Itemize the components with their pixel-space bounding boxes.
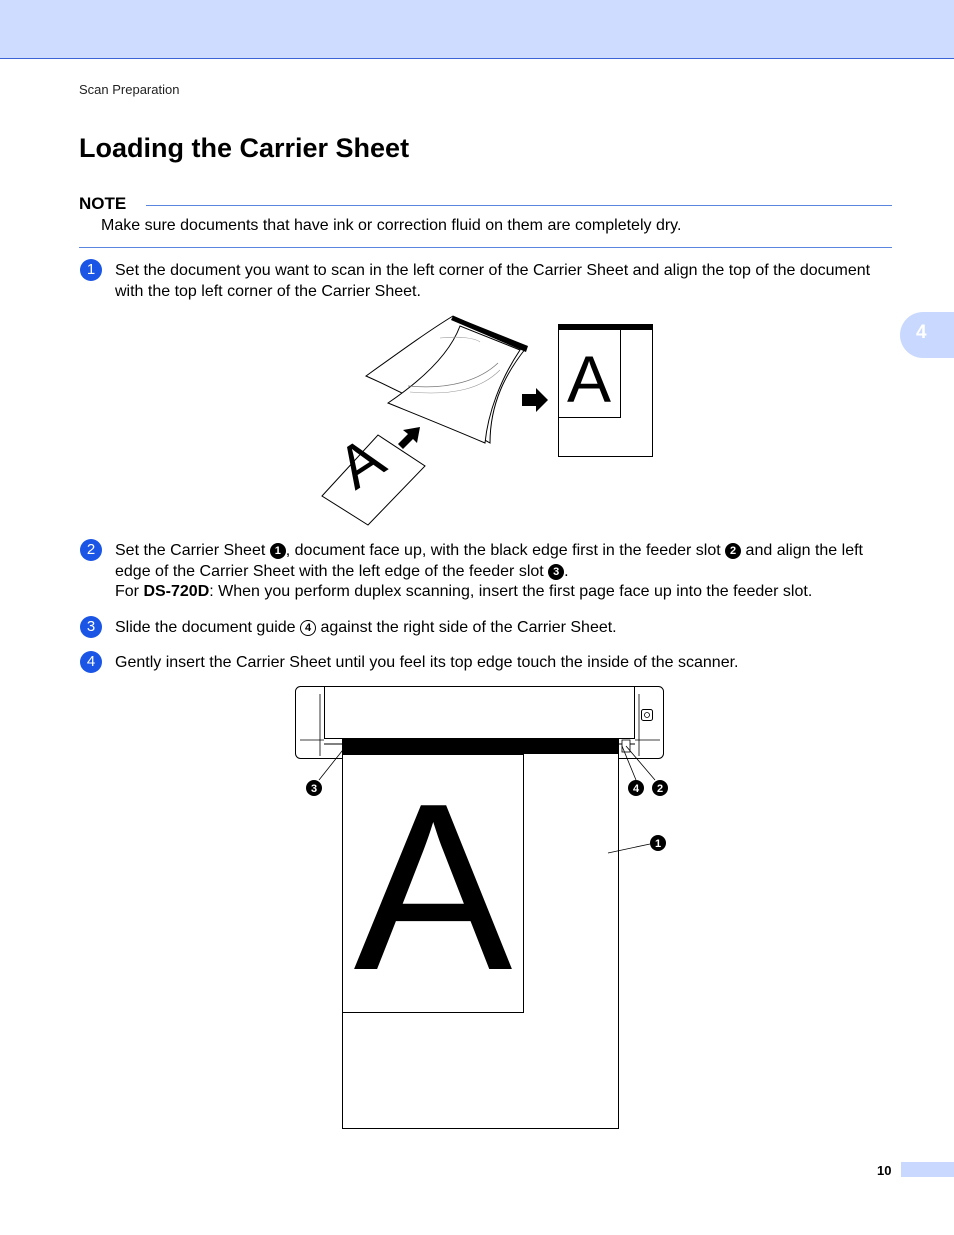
loaded-carrier-sheet <box>558 324 653 457</box>
step-text-2: Set the Carrier Sheet 1 , document face up, with the black edge first in the feeder slot 2 and align the left edge of the Carrier Sheet with the left edge of the feeder slot 3 . For DS-720D: When you perform duplex scanning, insert the first page face up into the feeder slot. <box>115 541 892 603</box>
insert-arrow-icon <box>398 427 420 449</box>
callout-2: 2 <box>725 543 741 559</box>
callout-3-marker <box>306 780 322 796</box>
footer-tab <box>901 1162 954 1177</box>
callout-4-marker <box>628 780 644 796</box>
svg-text:2: 2 <box>656 783 664 795</box>
right-arrow-icon <box>522 388 548 412</box>
svg-text:4: 4 <box>632 783 640 795</box>
step-number-1: 1 <box>80 259 102 281</box>
page-letter-large: A <box>353 755 513 1020</box>
step-text-3: Slide the document guide 4 against the right side of the Carrier Sheet. <box>115 619 617 636</box>
note-text: Make sure documents that have ink or correction fluid on them are completely dry. <box>101 217 682 234</box>
svg-text:3: 3 <box>310 783 318 795</box>
step-number-2: 2 <box>80 539 102 561</box>
power-button-icon <box>642 710 653 721</box>
callout-2-marker <box>652 780 668 796</box>
callout-1-marker <box>650 835 666 851</box>
callout-4: 4 <box>300 620 316 636</box>
callout-3: 3 <box>548 564 564 580</box>
step-number-3: 3 <box>80 616 102 638</box>
note-divider-top <box>146 205 892 206</box>
carrier-sheet-figure <box>310 308 660 528</box>
page-number: 10 <box>877 1163 892 1178</box>
model-name: DS-720D <box>143 583 210 600</box>
chapter-tab[interactable] <box>900 312 954 358</box>
carrier-sheet-in-scanner <box>342 738 619 1129</box>
callout-1: 1 <box>270 543 286 559</box>
page-title: Loading the Carrier Sheet <box>79 133 410 163</box>
scanner-figure <box>290 680 680 1135</box>
duplex-note: For DS-720D: When you perform duplex scanning, insert the first page face up into the feeder slot. <box>115 583 813 600</box>
step-text-1: Set the document you want to scan in the left corner of the Carrier Sheet and align the top of the document with the top left corner of the Carrier Sheet. <box>115 262 871 300</box>
note-divider-bottom <box>79 247 892 248</box>
page-letter: A <box>325 423 396 502</box>
step-text-4: Gently insert the Carrier Sheet until you feel its top edge touch the inside of the scanner. <box>115 654 739 671</box>
carrier-sheet-drawing <box>366 316 528 443</box>
svg-text:1: 1 <box>654 838 662 850</box>
chapter-tab-label: 4 <box>916 322 927 343</box>
breadcrumb: Scan Preparation <box>79 82 180 97</box>
header-band <box>0 0 954 59</box>
note-heading: NOTE <box>79 194 127 213</box>
page-letter-loaded: A <box>566 342 612 416</box>
step-number-4: 4 <box>80 651 102 673</box>
